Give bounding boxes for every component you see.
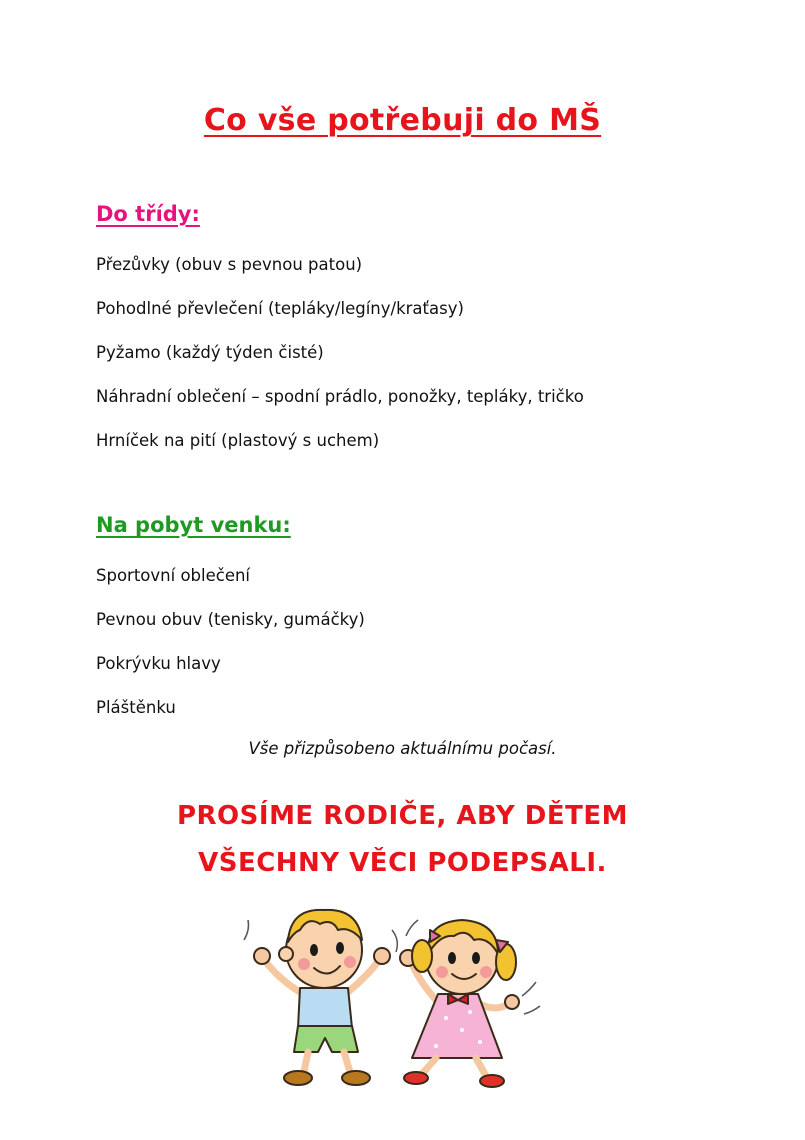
list-item: Náhradní oblečení – spodní prádlo, ponožky, tepláky, tričko <box>96 387 584 406</box>
classroom-list <box>96 253 584 473</box>
list-item: Hrníček na pití (plastový s uchem) <box>96 431 380 450</box>
girl-figure <box>400 920 519 1087</box>
list-item: Pokrývku hlavy <box>96 654 221 673</box>
list-item: Pyžamo (každý týden čisté) <box>96 343 324 362</box>
list-item: Přezůvky (obuv s pevnou patou) <box>96 255 363 274</box>
outdoor-list <box>96 564 365 740</box>
classroom-heading: Do třídy: <box>96 202 200 226</box>
notice-line-2: VŠECHNY VĚCI PODEPSALI. <box>198 848 607 878</box>
list-item: Pláštěnku <box>96 698 176 717</box>
notice-line-1: PROSÍME RODIČE, ABY DĚTEM <box>176 801 629 831</box>
dancing-children-illustration <box>240 900 570 1095</box>
list-item: Pevnou obuv (tenisky, gumáčky) <box>96 610 365 629</box>
outdoor-heading: Na pobyt venku: <box>96 513 291 537</box>
list-item: Sportovní oblečení <box>96 566 251 585</box>
list-item: Pohodlné převlečení (tepláky/legíny/kraťasy) <box>96 299 464 318</box>
children-drawing <box>240 900 570 1095</box>
boy-figure <box>254 910 390 1085</box>
page-title: Co vše potřebuji do MŠ <box>203 103 602 138</box>
weather-note: Vše přizpůsobeno aktuálnímu počasí. <box>248 739 557 758</box>
